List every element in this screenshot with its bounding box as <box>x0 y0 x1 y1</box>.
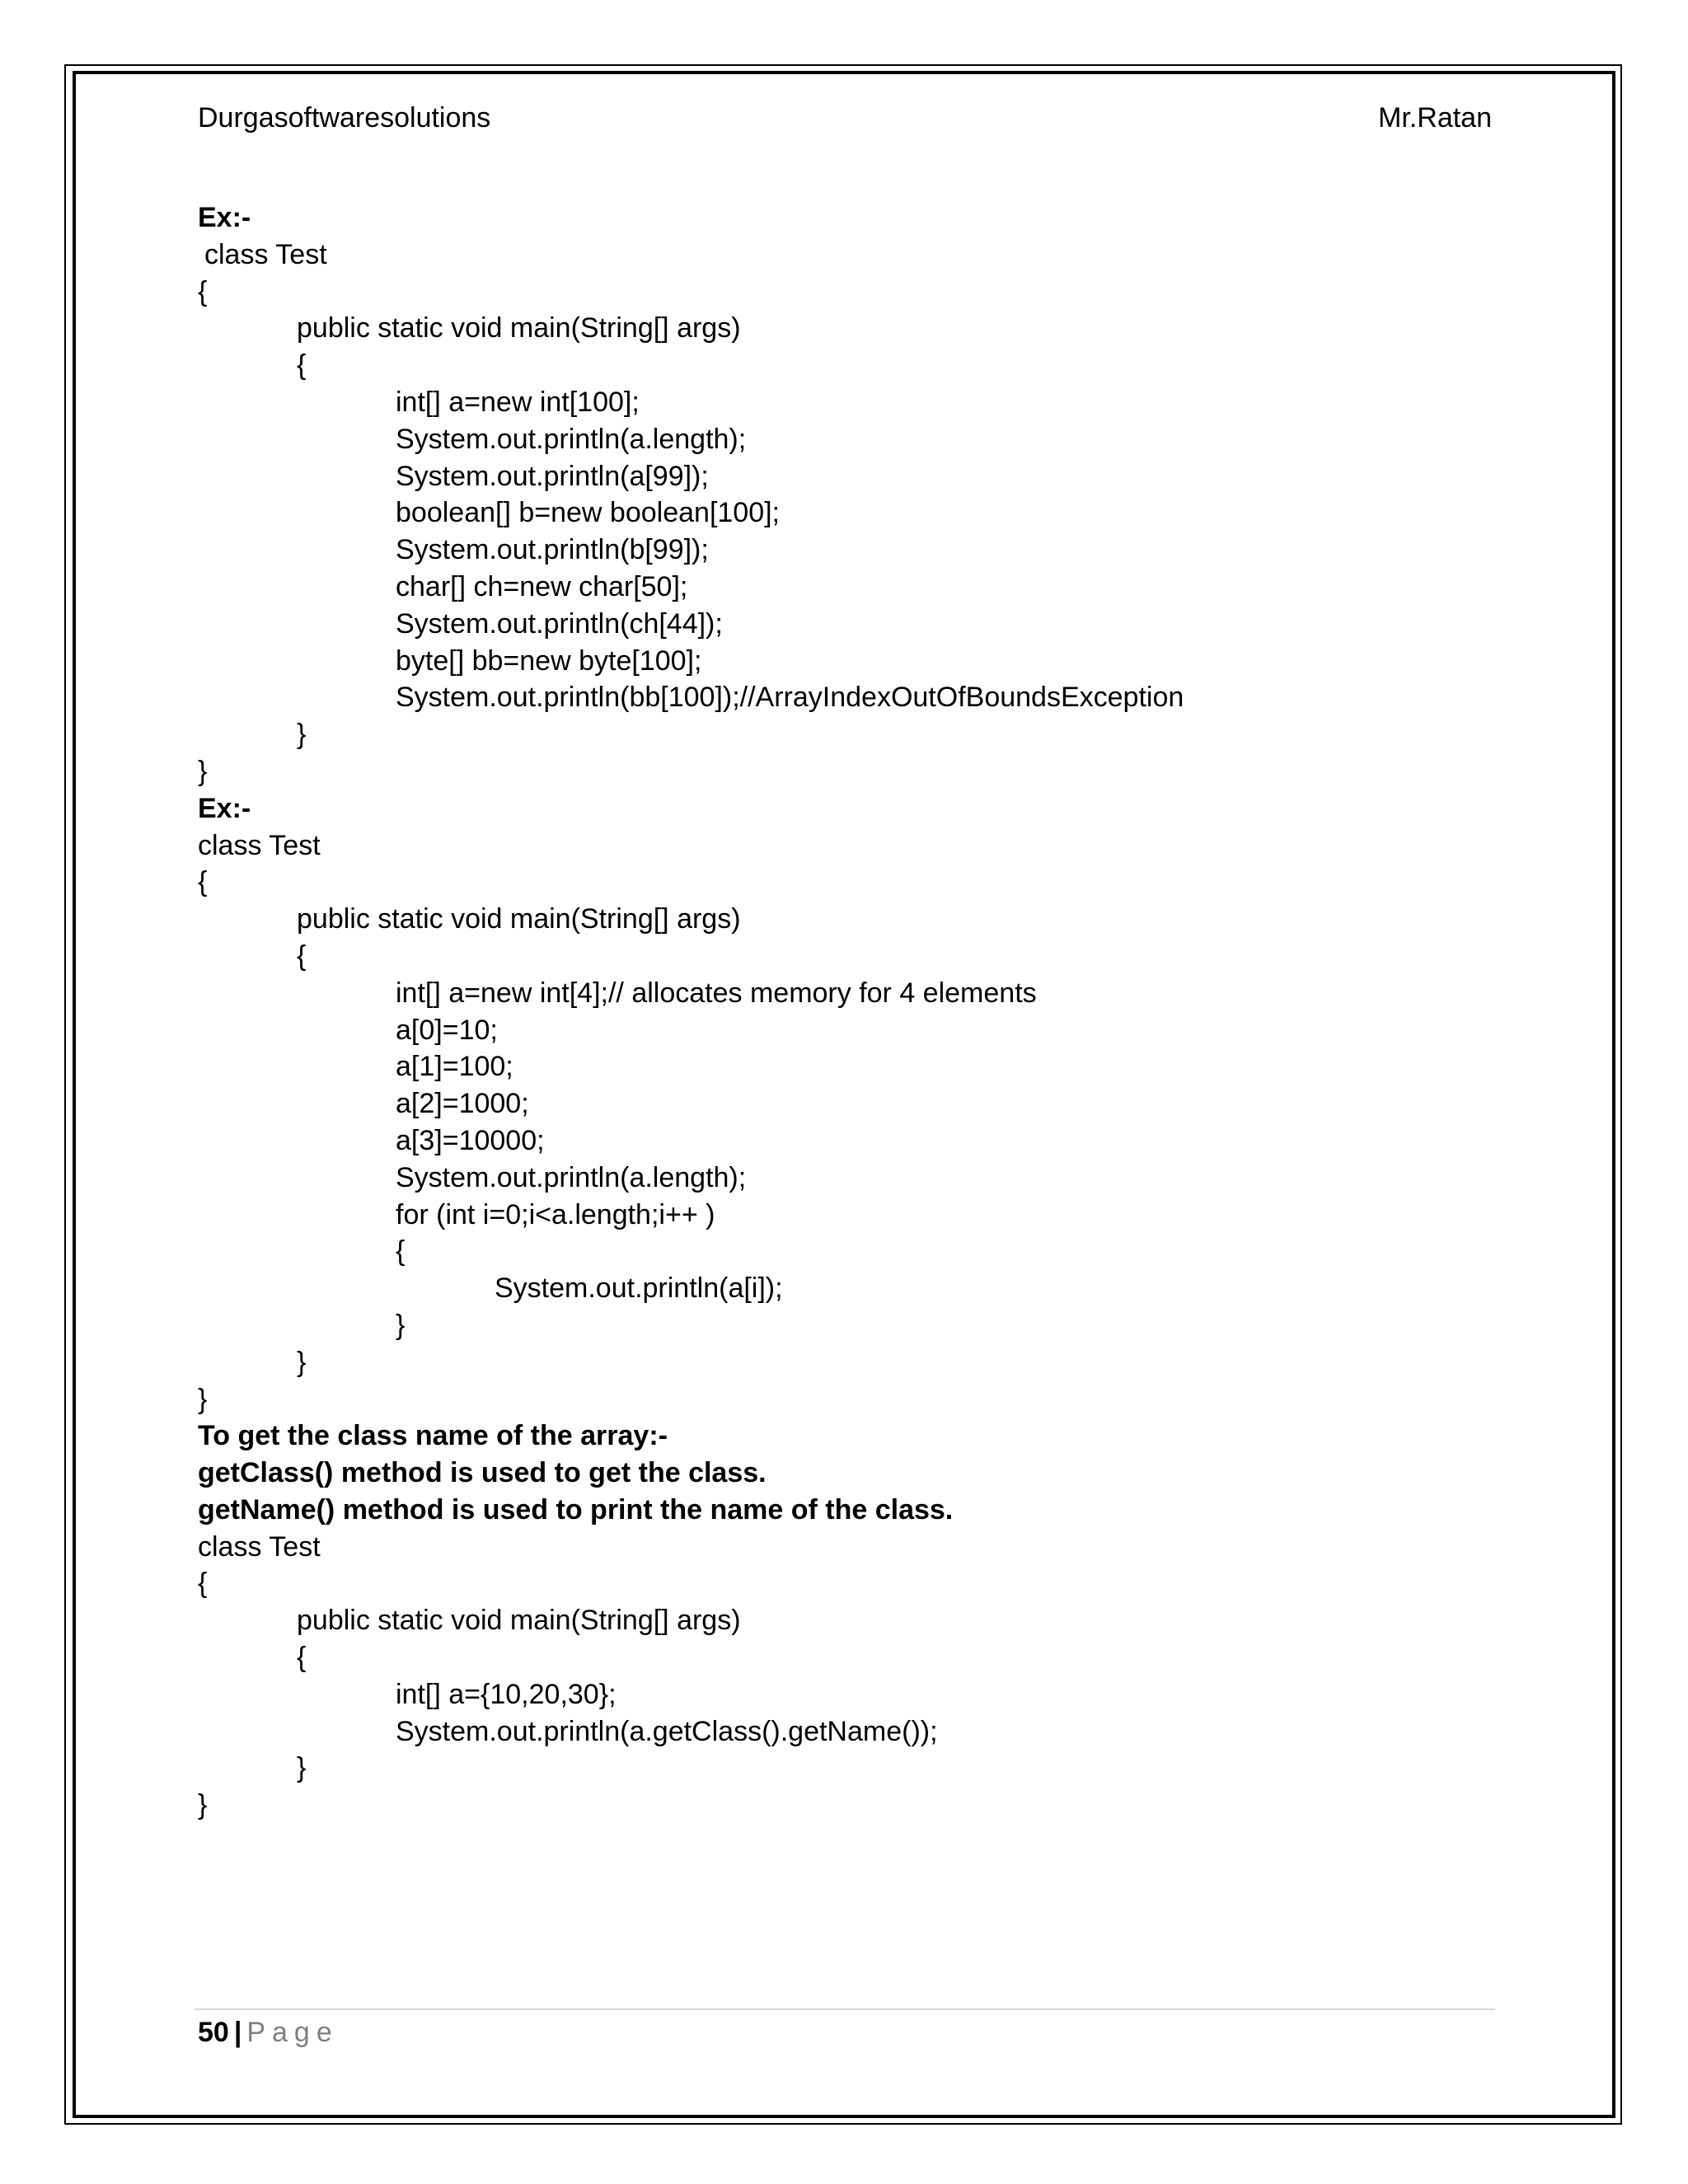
code-line: { <box>198 1568 208 1600</box>
footer-separator: | <box>233 2017 242 2048</box>
code-line: char[] ch=new char[50]; <box>396 570 688 602</box>
code-line: for (int i=0;i<a.length;i++ ) <box>396 1198 715 1230</box>
code-line: } <box>198 1789 208 1821</box>
code-line: System.out.println(a[99]); <box>396 460 709 492</box>
page-label: Page <box>246 2017 339 2048</box>
code-line: } <box>297 1346 307 1378</box>
code-line: System.out.println(a[i]); <box>495 1272 783 1305</box>
code-line: System.out.println(a.getClass().getName()); <box>396 1715 938 1747</box>
code-line: int[] a=new int[100]; <box>396 386 640 418</box>
code-line: } <box>198 1383 208 1415</box>
code-line: a[1]=100; <box>396 1051 513 1083</box>
code-line: byte[] bb=new byte[100]; <box>396 644 702 677</box>
code-line: int[] a={10,20,30}; <box>396 1678 617 1710</box>
section-note: getClass() method is used to get the class. <box>198 1457 767 1489</box>
code-line: } <box>297 1752 307 1784</box>
code-line: public static void main(String[] args) <box>297 312 741 344</box>
code-line: System.out.println(a.length); <box>396 423 747 455</box>
code-line: public static void main(String[] args) <box>297 1605 741 1637</box>
header-company: Durgasoftwaresolutions <box>198 102 491 134</box>
code-line: a[3]=10000; <box>396 1124 545 1156</box>
code-line: System.out.println(ch[44]); <box>396 607 723 640</box>
code-line: System.out.println(b[99]); <box>396 534 709 566</box>
code-line: class Test <box>198 1530 321 1563</box>
code-line: a[0]=10; <box>396 1014 498 1046</box>
code-line: { <box>297 940 307 972</box>
code-line: class Test <box>198 829 321 861</box>
code-line: class Test <box>204 238 327 270</box>
code-line: } <box>297 719 307 751</box>
example-label: Ex:- <box>198 202 251 233</box>
code-line: System.out.println(bb[100]);//ArrayIndexOutOfBoundsException <box>396 682 1184 714</box>
code-line: { <box>396 1235 406 1268</box>
page-header <box>198 101 1492 135</box>
code-line: int[] a=new int[4];// allocates memory for 4 elements <box>396 977 1037 1009</box>
code-line: boolean[] b=new boolean[100]; <box>396 497 781 529</box>
code-line: } <box>396 1309 406 1341</box>
code-line: System.out.println(a.length); <box>396 1161 747 1193</box>
page-footer <box>198 2014 339 2050</box>
code-line: { <box>297 349 307 382</box>
page-number: 50 <box>198 2017 229 2048</box>
example-label: Ex:- <box>198 792 251 824</box>
header-author: Mr.Ratan <box>1378 102 1492 134</box>
document-body <box>198 199 1500 1824</box>
code-line: { <box>198 866 208 898</box>
code-line: { <box>297 1642 307 1674</box>
code-line: { <box>198 275 208 307</box>
code-line: public static void main(String[] args) <box>297 903 741 935</box>
footer-divider <box>195 2008 1495 2010</box>
section-note: getName() method is used to print the name of the class. <box>198 1493 954 1526</box>
section-heading: To get the class name of the array:- <box>198 1420 668 1452</box>
code-line: a[2]=1000; <box>396 1088 529 1120</box>
code-line: } <box>198 755 208 787</box>
